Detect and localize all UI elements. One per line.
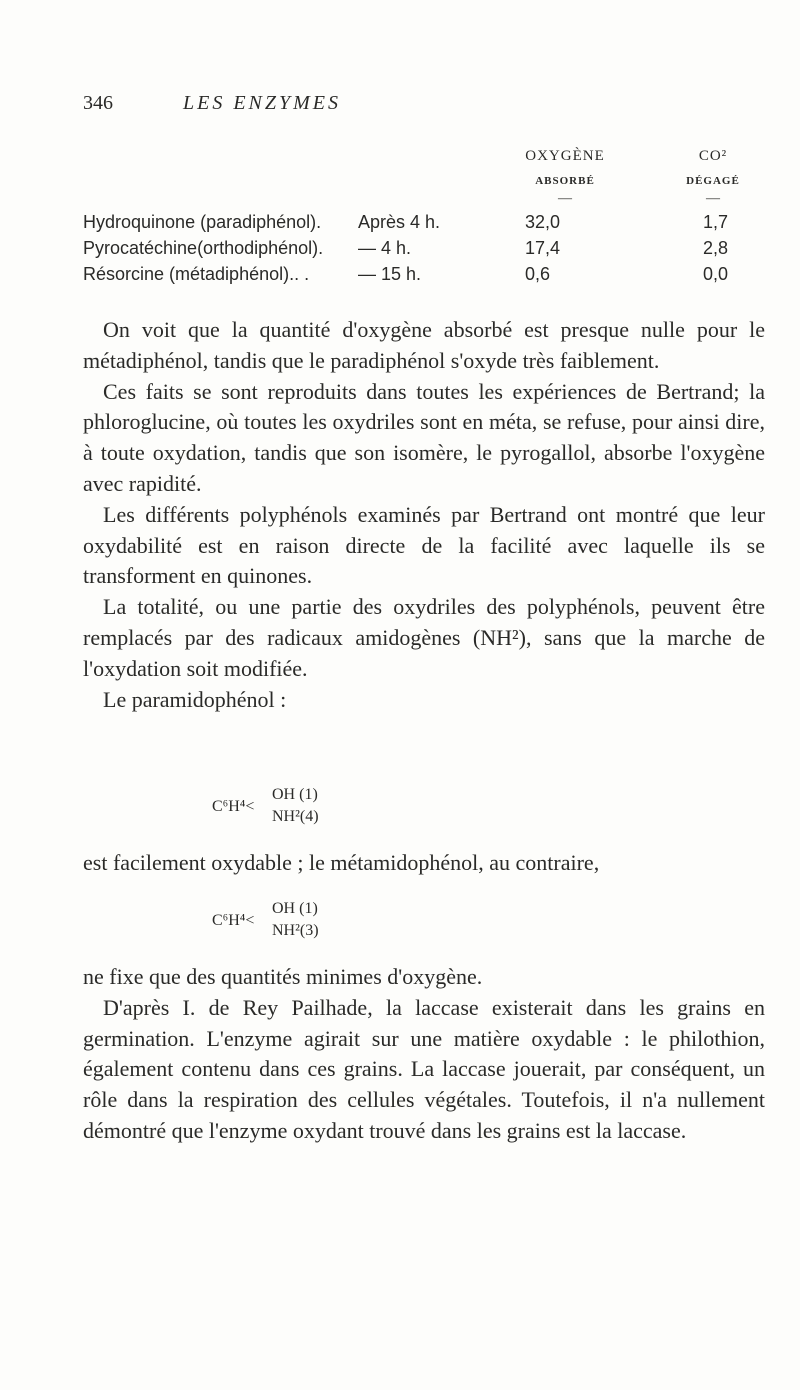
oxygen-header-sub: ABSORBÉ [535, 175, 595, 187]
oxygen-value: 32,0 [525, 212, 561, 232]
co2-value: 1,7 [703, 212, 729, 232]
running-title: LES ENZYMES [183, 92, 342, 114]
table-row [83, 212, 763, 236]
duration: — 15 h. [358, 264, 422, 284]
formula-bottom: NH²(4) [272, 808, 319, 825]
formula-base: C⁶H⁴< [212, 912, 255, 929]
page-number: 346 [83, 92, 113, 114]
paragraph: ne fixe que des quantités minimes d'oxygène. [83, 964, 483, 989]
paragraph: D'après I. de Rey Pailhade, la laccase existerait dans les grains en germination. L'enzyme agirait sur une matière oxydable : le philothion, également contenu dans ces grains. La laccase jouerait, par conséquent, un rôle dans la respiration des cellules végétales. Toutefois, il n'a nullement démontré que l'enzyme oxydant trouvé dans les grains est la laccase. [83, 994, 765, 1143]
table-row [83, 238, 763, 262]
paragraph: Les différents polyphénols examinés par Bertrand ont montré que leur oxydabilité est en raison directe de la facilité avec laquelle ils se transforment en quinones. [83, 501, 765, 589]
co2-header-title: CO² [698, 148, 728, 164]
paragraph: Le paramidophénol : [103, 686, 287, 712]
duration: Après 4 h. [358, 212, 441, 232]
paragraph: La totalité, ou une partie des oxydriles des polyphénols, peuvent être remplacés par des radicaux amidogènes (NH²), sans que la marche de l'oxydation soit modifiée. [83, 594, 765, 681]
oxygen-value: 17,4 [525, 238, 561, 258]
paragraph: On voit que la quantité d'oxygène absorbé est presque nulle pour le métadiphénol, tandis que le paradiphénol s'oxyde très faiblement. [83, 317, 765, 373]
formula-paramidophenol [212, 786, 372, 830]
formula-top: OH (1) [272, 900, 318, 917]
page-header [83, 92, 342, 115]
oxygen-header-title: OXYGÈNE [525, 148, 605, 164]
body-text-block-3 [83, 962, 765, 1147]
formula-metamidophenol [212, 900, 372, 944]
compound-name: Hydroquinone (paradiphénol). [83, 212, 322, 232]
compound-name: Pyrocatéchine(orthodiphénol). [83, 238, 324, 258]
formula-base: C⁶H⁴< [212, 798, 255, 815]
oxygen-header-dash: — [558, 191, 572, 206]
formula-top: OH (1) [272, 786, 318, 803]
table-row [83, 264, 763, 288]
co2-value: 0,0 [703, 264, 729, 284]
paragraph: est facilement oxydable ; le métamidophénol, au contraire, [83, 850, 600, 875]
oxygen-column-header [505, 148, 625, 207]
co2-value: 2,8 [703, 238, 729, 258]
body-text-block-1 [83, 315, 765, 715]
compound-name: Résorcine (métadiphénol).. . [83, 264, 310, 284]
co2-header-sub: DÉGAGÉ [686, 175, 740, 187]
co2-column-header [663, 148, 763, 207]
paragraph: Ces faits se sont reproduits dans toutes les expériences de Bertrand; la phloroglucine, où toutes les oxydriles sont en méta, se refuse, pour ainsi dire, à toute oxydation, tandis que son isomère, le pyrogallol, absorbe l'oxygène avec rapidité. [83, 378, 765, 496]
body-text-block-2 [83, 848, 765, 879]
duration: — 4 h. [358, 238, 412, 258]
oxygen-value: 0,6 [525, 264, 551, 284]
co2-header-dash: — [706, 191, 720, 206]
formula-bottom: NH²(3) [272, 922, 319, 939]
